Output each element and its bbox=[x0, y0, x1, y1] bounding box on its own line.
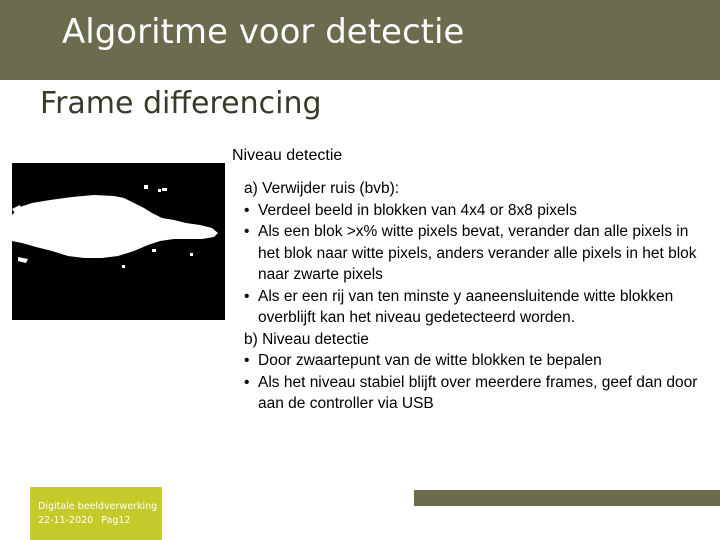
step-b-bullet-1: • Door zwaartepunt van de witte blokken te bepalen bbox=[244, 350, 704, 372]
content-body bbox=[244, 178, 704, 415]
slide-title: Algoritme voor detectie bbox=[62, 12, 465, 52]
section-label: Niveau detectie bbox=[232, 147, 343, 164]
step-a-heading: a) Verwijder ruis (bvb): bbox=[244, 180, 400, 197]
footer-date-page bbox=[38, 515, 130, 526]
step-b-heading: b) Niveau detectie bbox=[244, 330, 369, 348]
frame-difference-image bbox=[12, 163, 225, 320]
footer-date: 22-11-2020 bbox=[38, 515, 94, 526]
step-b-bullet-2: • Als het niveau stabiel blijft over meerdere frames, geef dan door aan de controller via USB bbox=[244, 372, 704, 415]
step-a-bullet-3: • Als er een rij van ten minste y aaneensluitende witte blokken overblijft kan het niveau gedetecteerd worden. bbox=[244, 286, 704, 329]
title-bar bbox=[0, 0, 720, 80]
step-a-bullet-1: • Verdeel beeld in blokken van 4x4 or 8x8 pixels bbox=[244, 200, 704, 222]
footer-course: Digitale beeldverwerking bbox=[38, 501, 158, 512]
footer-strip bbox=[414, 490, 720, 506]
footer-box bbox=[30, 487, 162, 540]
footer-page-number: Pag12 bbox=[101, 515, 131, 526]
step-a-bullet-2: • Als een blok >x% witte pixels bevat, verander dan alle pixels in het blok naar witte pixels, anders verander alle pixels in het blok naar zwarte pixels bbox=[244, 221, 704, 286]
slide-subtitle: Frame differencing bbox=[40, 86, 322, 121]
